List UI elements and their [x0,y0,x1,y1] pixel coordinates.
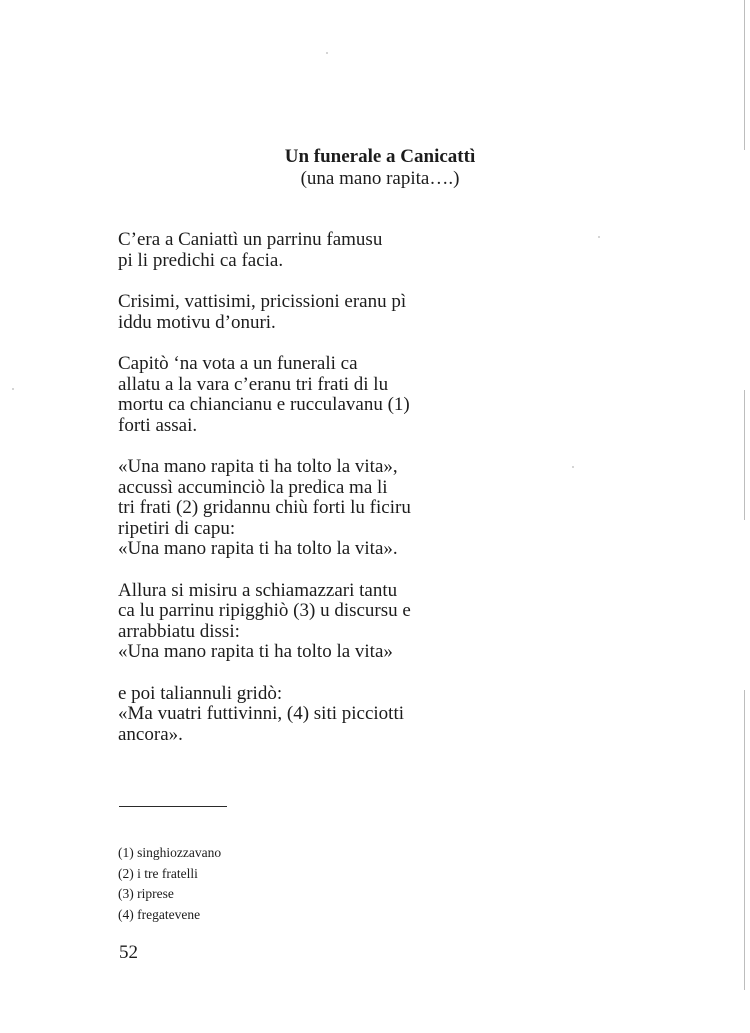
footnote-1: (1) singhiozzavano [118,845,222,860]
stanza-2 [118,292,478,333]
scan-speck [598,236,600,238]
stanza-5 [118,581,478,663]
stanza-3 [118,354,478,436]
verse-line: «Una mano rapita ti ha tolto la vita», [118,456,398,477]
scan-edge-mark [744,690,745,990]
poem-title: Un funerale a Canicattì [284,146,476,167]
footnotes [118,843,221,925]
verse-line: «Una mano rapita ti ha tolto la vita». [118,538,398,559]
verse-line: Crisimi, vattisimi, pricissioni eranu pì [118,291,407,312]
verse-line: ancora». [118,723,183,745]
footnote-4: (4) fregatevene [118,906,201,922]
verse-line: accussì accuminciò la predica ma li [118,476,388,498]
poem-subtitle: (una mano rapita….) [300,168,460,189]
stanza-6 [118,684,478,746]
verse-line: Capitò ‘na vota a un funerali ca [118,353,358,374]
verse-line: forti assai. [118,414,198,436]
verse-line: Allura si misiru a schiamazzari tantu [118,579,398,601]
verse-line: arrabbiatu dissi: [118,620,240,642]
stanza-1 [118,230,478,271]
stanza-4 [118,457,478,560]
verse-line: «Una mano rapita ti ha tolto la vita» [118,641,393,662]
poem-body [118,230,478,766]
page-number: 52 [119,942,138,963]
verse-line: e poi taliannuli gridò: [118,682,283,704]
footnote-3: (3) riprese [118,886,174,901]
scan-edge-mark [744,390,745,520]
verse-line: iddu motivu d’onuri. [118,311,276,333]
scan-edge-mark [744,0,745,150]
footnote-separator [119,806,227,807]
scan-speck [326,52,328,54]
verse-line: «Ma vuatri futtivinni, (4) siti picciotti [118,703,405,724]
verse-line: mortu ca chiancianu e rucculavanu (1) [118,394,410,415]
verse-line: ripetiri di capu: [118,517,236,539]
scan-speck [572,466,574,468]
footnote-2: (2) i tre fratelli [118,865,198,881]
verse-line: C’era a Caniattì un parrinu famusu [118,229,383,250]
verse-line: ca lu parrinu ripigghiò (3) u discursu e [118,600,411,621]
scan-speck [12,388,14,390]
verse-line: pi li predichi ca facia. [118,249,284,271]
verse-line: allatu a la vara c’eranu tri frati di lu [118,373,389,395]
verse-line: tri frati (2) gridannu chiù forti lu ficiru [118,497,411,518]
